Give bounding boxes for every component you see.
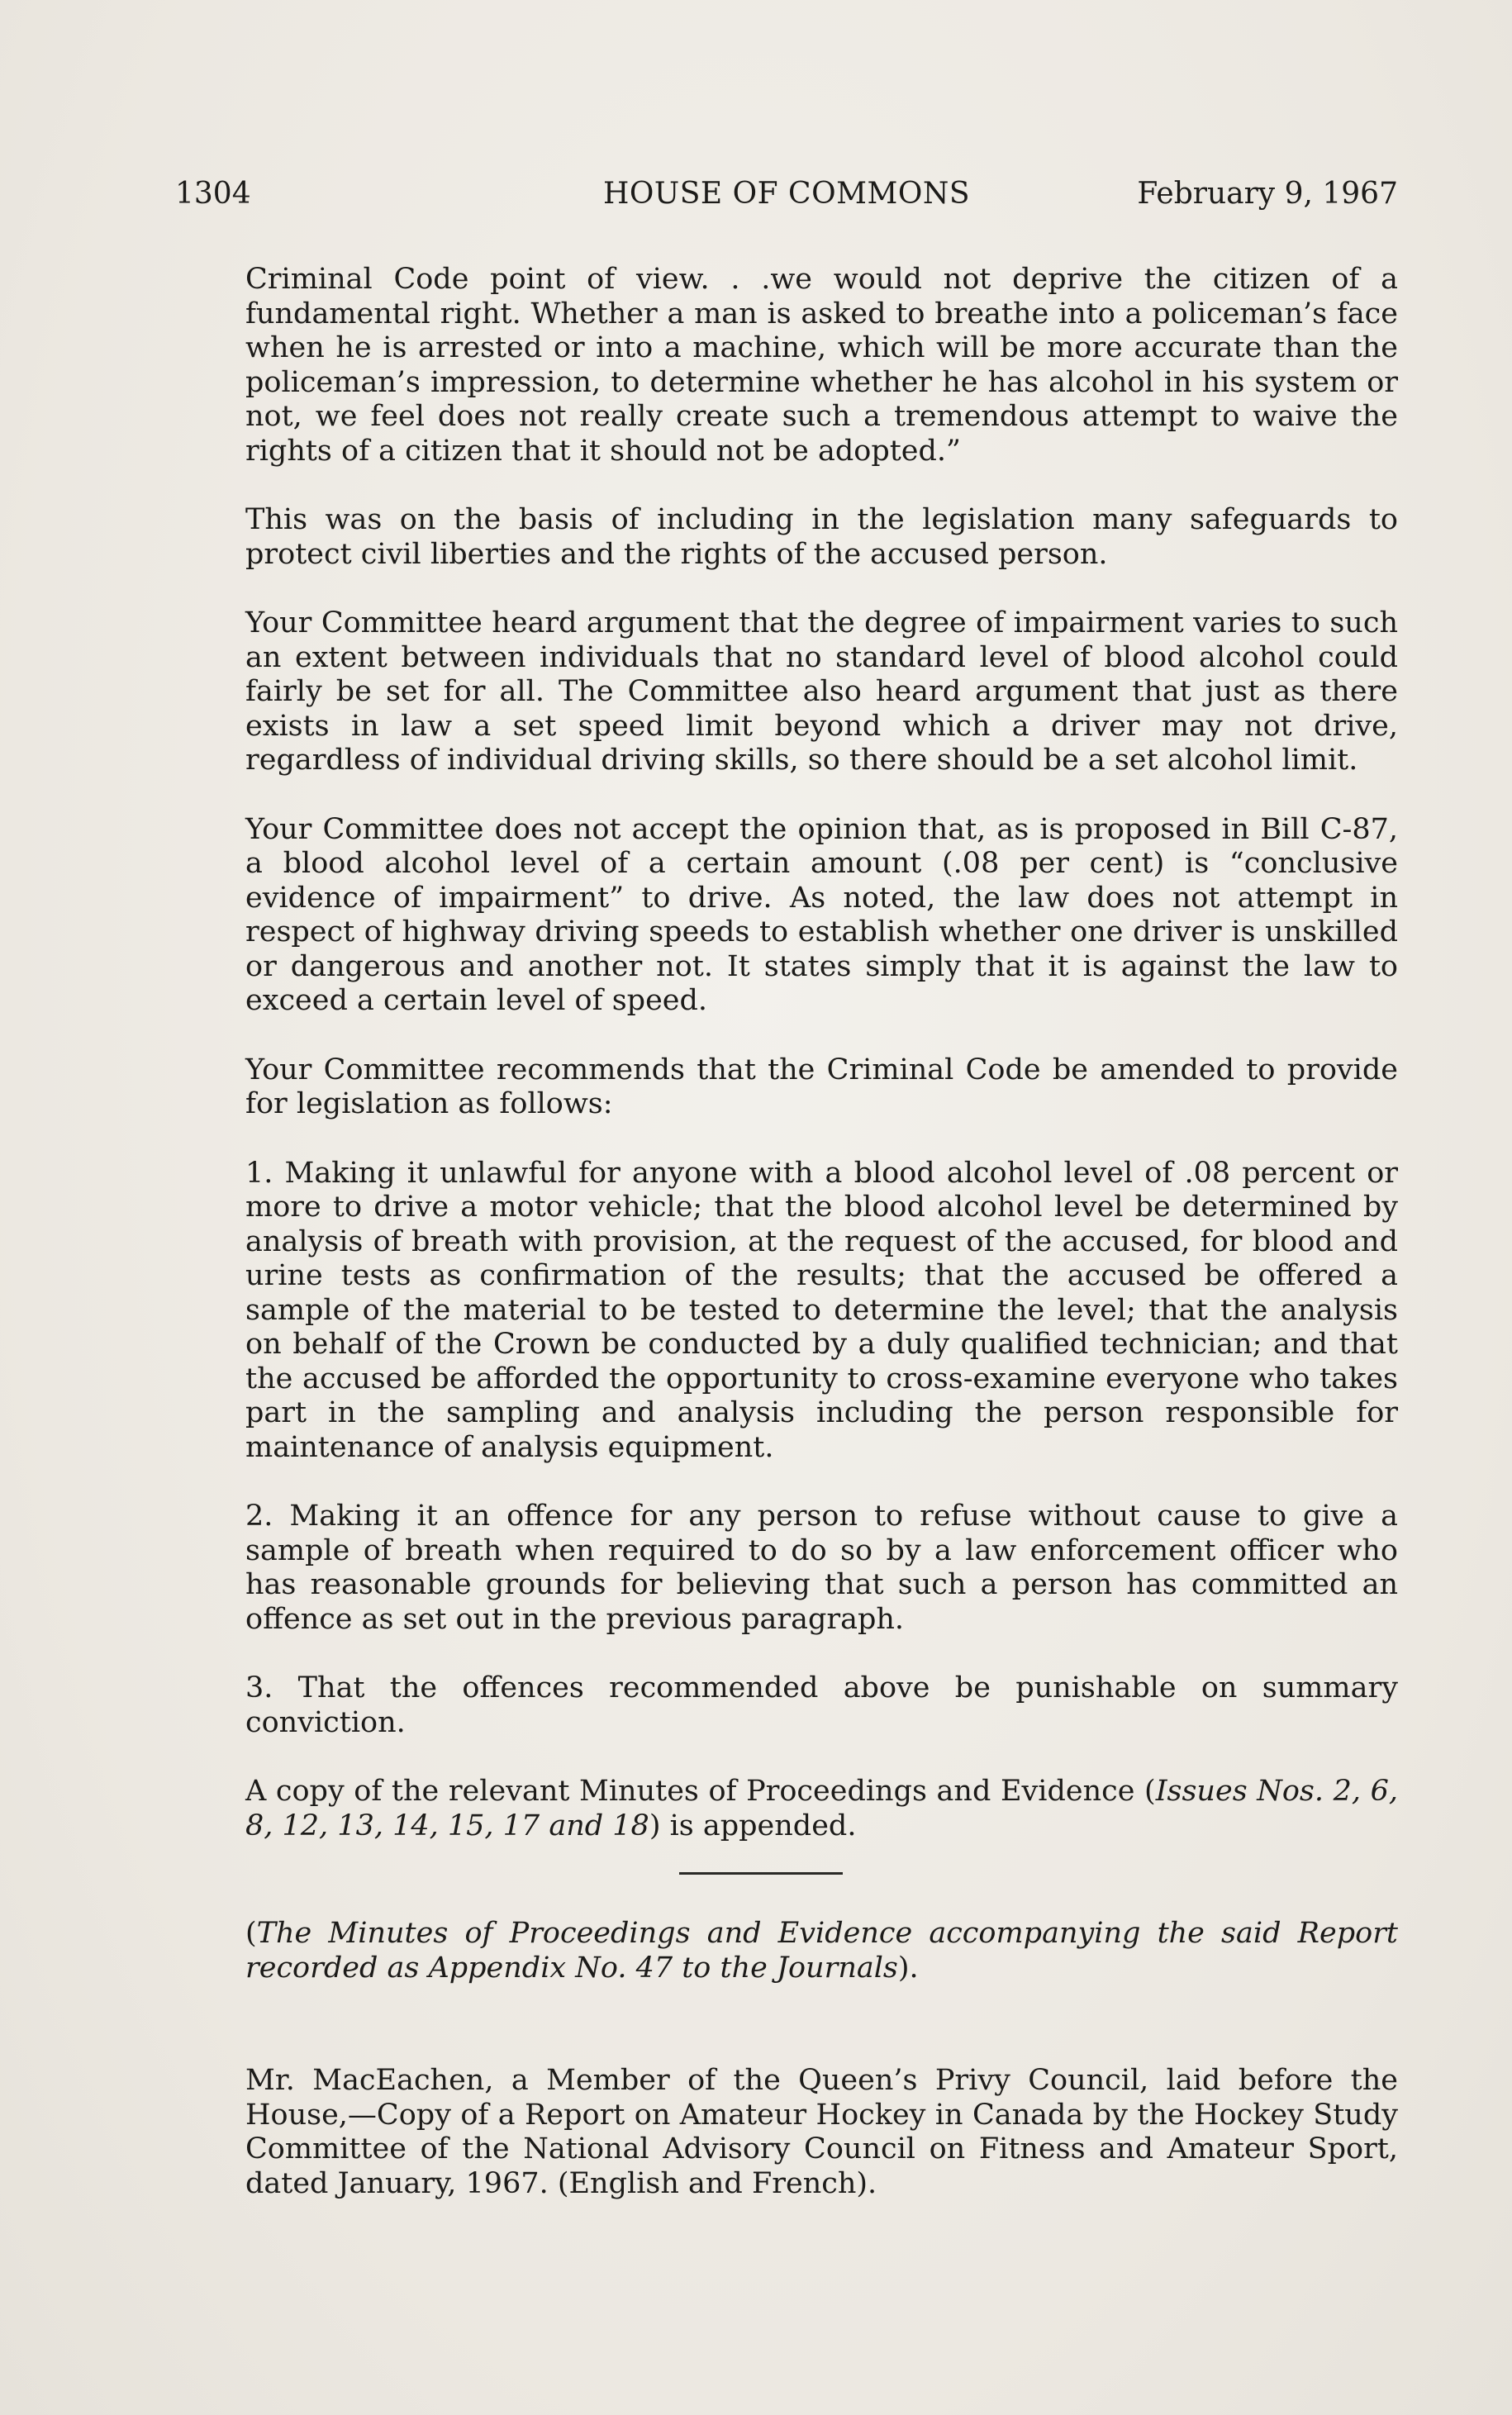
paragraph-hockey-report: Mr. MacEachen, a Member of the Queen’s Privy Council, laid before the House,—Copy of a Report on Amateur Hockey in Canada by the Hockey Study Committee of the National Advisory Council on Fitness and Amateur Sport, dated January, 1967. (English and French). — [245, 2064, 1398, 2200]
quotation-paragraph: Criminal Code point of view. . .we would not deprive the citizen of a fundamental right. Whether a man is asked to breathe into a policeman’s face when he is arrested or into a machine, which will be more accurate than the policeman’s impression, to determine whether he has alcohol in his system or not, we feel does not really create such a tremendous attempt to waive the rights of a citizen that it should not be adopted.” — [245, 263, 1398, 468]
page-number: 1304 — [175, 177, 251, 211]
appendix-note-close: ). — [897, 1951, 919, 1985]
document-body — [245, 263, 1398, 1843]
document-body-lower — [245, 1917, 1398, 2020]
document-body-final — [245, 2064, 1398, 2236]
section-divider — [679, 1872, 843, 1875]
page-header — [175, 174, 1398, 215]
paragraph-recommendation: Your Committee recommends that the Criminal Code be amended to provide for legislation as follows: — [245, 1053, 1398, 1120]
paragraph-committee-opinion: Your Committee does not accept the opinion that, as is proposed in Bill C-87, a blood alcohol level of a certain amount (.08 per cent) is “conclusive evidence of impairment” to drive. As noted, the law does not attempt in respect of highway driving speeds to establish whether one driver is unskilled or dangerous and another not. It states simply that it is against the law to exceed a certain level of speed. — [245, 812, 1398, 1017]
recommendation-item-1: 1. Making it unlawful for anyone with a blood alcohol level of .08 percent or more to drive a motor vehicle; that the blood alcohol level be determined by analysis of breath with provision, at the request of the accused, for blood and urine tests as confirmation of the results; that the accused be offered a sample of the material to be tested to determine the level; that the analysis on behalf of the Crown be conducted by a duly qualified technician; and that the accused be afforded the opportunity to cross-examine everyone who takes part in the sampling and analysis including the person responsible for maintenance of analysis equipment. — [245, 1156, 1398, 1464]
appendix-note — [245, 1917, 1398, 1985]
header-date: February 9, 1967 — [1137, 177, 1398, 211]
paragraph-appended-copy — [245, 1775, 1398, 1843]
appended-copy-text-b: ) is appended. — [649, 1809, 857, 1842]
paragraph-safeguards: This was on the basis of including in the legislation many safeguards to protect civil liberties and the rights of the accused person. — [245, 503, 1398, 571]
recommendation-item-3: 3. That the offences recommended above be punishable on summary conviction. — [245, 1671, 1398, 1739]
appended-copy-issues: Issues Nos. 2, 6, 8, 12, 13, 14, 15, 17 and 18 — [245, 1775, 1398, 1842]
appended-copy-text-a: A copy of the relevant Minutes of Proceedings and Evidence ( — [245, 1775, 1156, 1808]
paragraph-committee-argument: Your Committee heard argument that the degree of impairment varies to such an extent between individuals that no standard level of blood alcohol could fairly be set for all. The Committee also heard argument that just as there exists in law a set speed limit beyond which a driver may not drive, regardless of individual driving skills, so there should be a set alcohol limit. — [245, 606, 1398, 777]
recommendation-item-2: 2. Making it an offence for any person to refuse without cause to give a sample of breath when required to do so by a law enforcement officer who has reasonable grounds for believing that such a person has committed an offence as set out in the previous paragraph. — [245, 1500, 1398, 1636]
running-title: HOUSE OF COMMONS — [602, 177, 971, 211]
appendix-note-open: ( — [245, 1917, 257, 1950]
appendix-note-text: The Minutes of Proceedings and Evidence accompanying the said Report recorded as Appendix No. 47 to the Journals — [245, 1917, 1398, 1985]
